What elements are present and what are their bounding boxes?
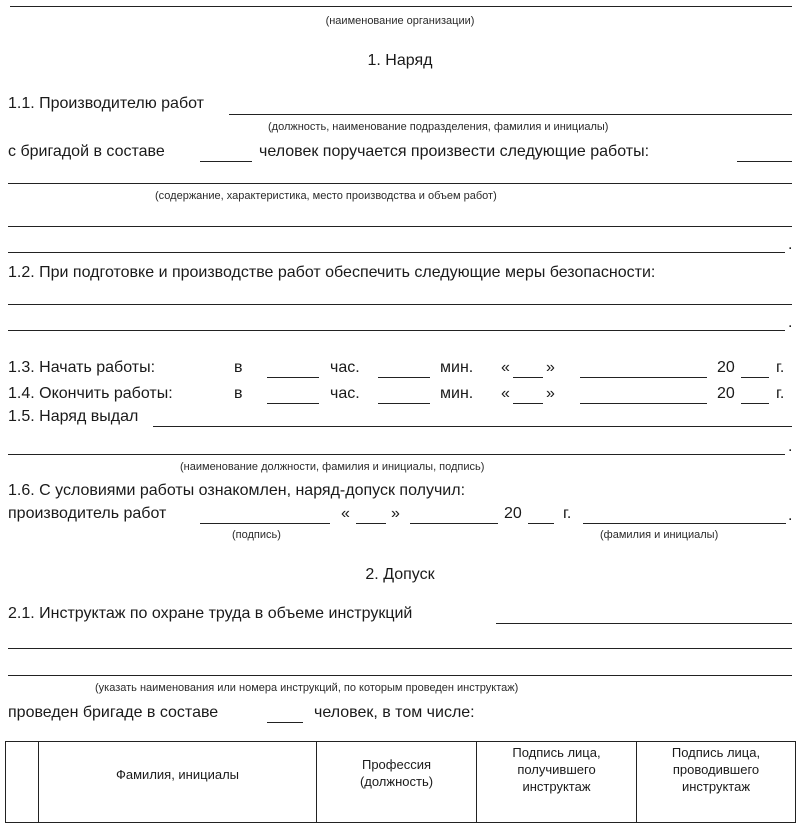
end-month-field[interactable]	[580, 403, 707, 404]
item-1-1-label: 1.1. Производителю работ	[8, 95, 204, 112]
item-1-2-label: 1.2. При подготовке и производстве работ обеспечить следующие меры безопасности:	[8, 264, 656, 281]
instructions-field-line-2[interactable]	[8, 648, 792, 649]
issuer-field-line-1[interactable]	[153, 426, 792, 427]
end-at: в	[234, 385, 243, 402]
section-1-title: 1. Наряд	[367, 52, 433, 69]
works-field-line-3[interactable]	[8, 252, 785, 253]
foreman-year-field[interactable]	[528, 523, 554, 524]
works-caption: (содержание, характеристика, место производства и объем работ)	[155, 190, 497, 202]
safety-period: .	[788, 314, 793, 331]
issuer-period: .	[788, 438, 793, 455]
works-field-inline[interactable]	[737, 161, 792, 162]
brigade-count-field[interactable]	[200, 161, 252, 162]
foreman-month-field[interactable]	[410, 523, 498, 524]
instructions-field-line-1[interactable]	[496, 623, 792, 624]
end-quote-close: »	[546, 385, 555, 402]
start-quote-open: «	[501, 359, 510, 376]
end-hours-label: час.	[330, 385, 360, 402]
table-header-number	[6, 742, 39, 823]
table-header-conducted-signature: Подпись лица, проводившего инструктаж	[637, 742, 796, 823]
safety-field-line-1[interactable]	[8, 304, 792, 305]
item-1-4-label: 1.4. Окончить работы:	[8, 385, 173, 402]
briefing-table	[5, 741, 796, 823]
brigade-suffix: человек поручается произвести следующие работы:	[259, 143, 650, 160]
start-month-field[interactable]	[580, 377, 707, 378]
end-day-field[interactable]	[513, 403, 543, 404]
item-1-3-label: 1.3. Начать работы:	[8, 359, 156, 376]
safety-field-line-2[interactable]	[8, 330, 785, 331]
conducted-prefix: проведен бригаде в составе	[8, 704, 219, 721]
item-1-5-label: 1.5. Наряд выдал	[8, 408, 139, 425]
works-field-line-1[interactable]	[8, 183, 792, 184]
foreman-name-caption: (должность, наименование подразделения, фамилия и инициалы)	[268, 121, 609, 133]
item-1-6-label: 1.6. С условиями работы ознакомлен, наряд-допуск получил:	[8, 482, 466, 499]
foreman-label: производитель работ	[8, 505, 167, 522]
start-minutes-label: мин.	[440, 359, 474, 376]
start-year-suffix: г.	[776, 359, 785, 376]
table-header-row	[6, 742, 796, 823]
end-minutes-label: мин.	[440, 385, 474, 402]
issuer-caption: (наименование должности, фамилия и инициалы, подпись)	[180, 461, 485, 473]
foreman-year-suffix: г.	[563, 505, 572, 522]
organization-line	[10, 6, 792, 7]
start-at: в	[234, 359, 243, 376]
end-year-prefix: 20	[717, 385, 735, 402]
foreman-quote-close: »	[391, 505, 400, 522]
works-period: .	[788, 236, 793, 253]
item-2-1-label: 2.1. Инструктаж по охране труда в объеме инструкций	[8, 605, 413, 622]
foreman-name-line[interactable]	[583, 523, 786, 524]
section-2-title: 2. Допуск	[365, 566, 435, 583]
issuer-field-line-2[interactable]	[8, 454, 785, 455]
works-field-line-2[interactable]	[8, 226, 792, 227]
end-hours-field[interactable]	[267, 403, 319, 404]
organization-caption: (наименование организации)	[325, 15, 475, 27]
foreman-quote-open: «	[341, 505, 350, 522]
start-minutes-field[interactable]	[378, 377, 430, 378]
table-header-profession: Профессия (должность)	[317, 742, 477, 823]
conducted-suffix: человек, в том числе:	[314, 704, 475, 721]
table-header-name: Фамилия, инициалы	[39, 742, 317, 823]
end-minutes-field[interactable]	[378, 403, 430, 404]
end-quote-open: «	[501, 385, 510, 402]
end-year-field[interactable]	[741, 403, 769, 404]
foreman-day-field[interactable]	[356, 523, 386, 524]
foreman-name-field[interactable]	[229, 114, 792, 115]
brigade-prefix: с бригадой в составе	[8, 143, 165, 160]
end-year-suffix: г.	[776, 385, 785, 402]
instructions-field-line-3[interactable]	[8, 675, 792, 676]
start-quote-close: »	[546, 359, 555, 376]
name-caption: (фамилия и инициалы)	[600, 529, 719, 541]
foreman-year-prefix: 20	[504, 505, 522, 522]
start-hours-label: час.	[330, 359, 360, 376]
foreman-signature-field[interactable]	[200, 523, 330, 524]
start-hours-field[interactable]	[267, 377, 319, 378]
signature-caption: (подпись)	[232, 529, 281, 541]
start-year-field[interactable]	[741, 377, 769, 378]
start-year-prefix: 20	[717, 359, 735, 376]
foreman-period: .	[788, 507, 793, 524]
instructions-caption: (указать наименования или номера инструкций, по которым проведен инструктаж)	[95, 682, 519, 694]
start-day-field[interactable]	[513, 377, 543, 378]
table-header-received-signature: Подпись лица, получившего инструктаж	[477, 742, 637, 823]
conducted-count-field[interactable]	[267, 722, 303, 723]
